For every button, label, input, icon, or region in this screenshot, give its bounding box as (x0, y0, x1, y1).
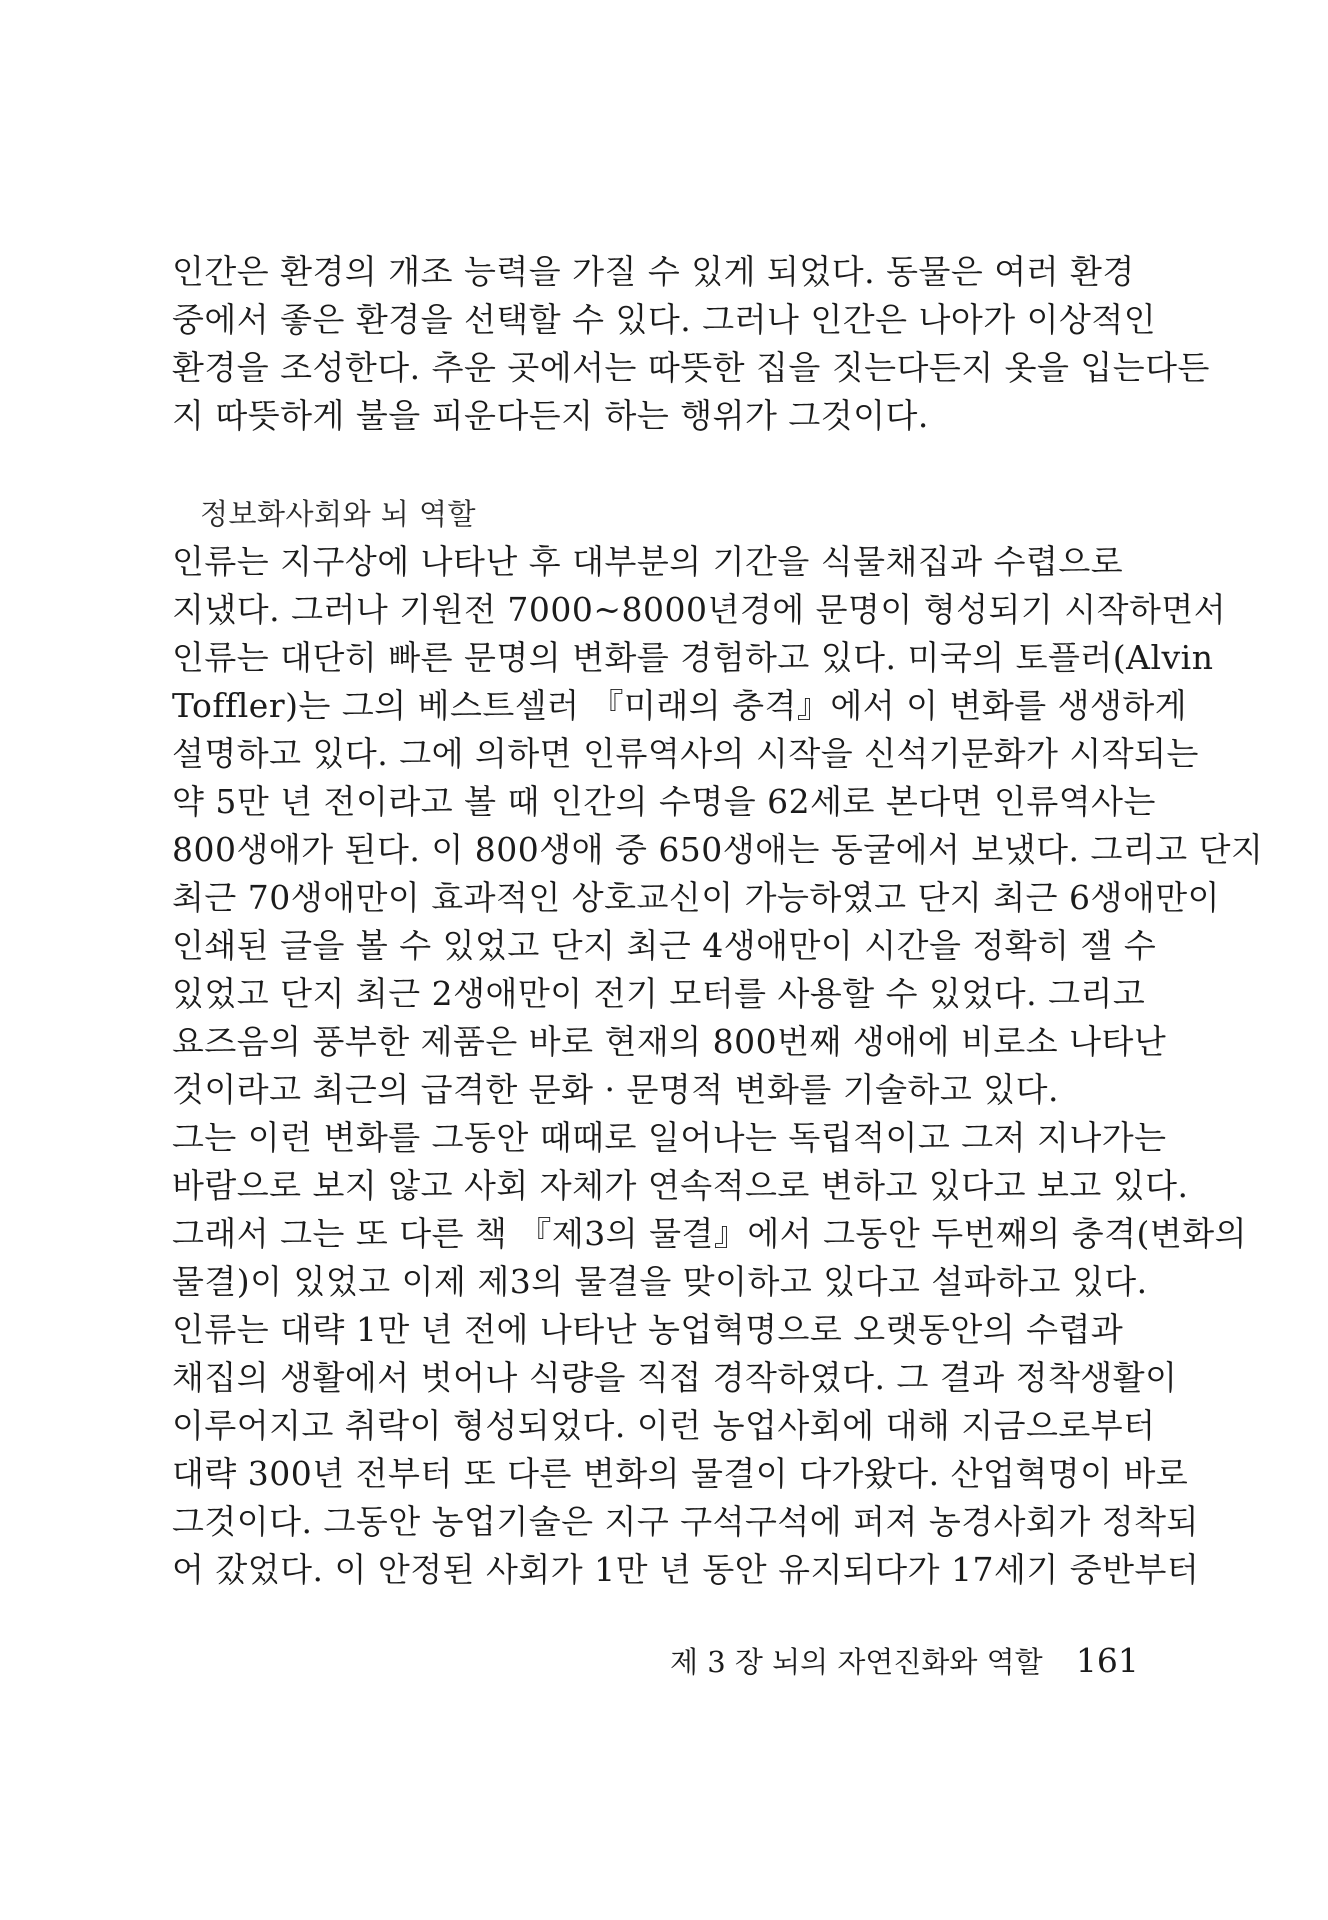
text-line: 지 따뜻하게 불을 피운다든지 하는 행위가 그것이다. (172, 396, 929, 435)
text-line: 인류는 대단히 빠른 문명의 변화를 경험하고 있다. 미국의 토플러(Alvin (172, 638, 1214, 677)
text-line: 약 5만 년 전이라고 볼 때 인간의 수명을 62세로 본다면 인류역사는 (172, 782, 1156, 821)
text-line: 그것이다. 그동안 농업기술은 지구 구석구석에 퍼져 농경사회가 정착되 (172, 1502, 1199, 1541)
section-heading: 정보화사회와 뇌 역할 (200, 497, 477, 531)
text-line: 최근 70생애만이 효과적인 상호교신이 가능하였고 단지 최근 6생애만이 (172, 878, 1220, 917)
text-line: 이루어지고 취락이 형성되었다. 이런 농업사회에 대해 지금으로부터 (172, 1406, 1156, 1445)
text-line: 어 갔었다. 이 안정된 사회가 1만 년 동안 유지되다가 17세기 중반부터 (172, 1550, 1200, 1589)
text-line: 환경을 조성한다. 추운 곳에서는 따뜻한 집을 짓는다든지 옷을 입는다든 (172, 348, 1210, 387)
text-line: 물결)이 있었고 이제 제3의 물결을 맞이하고 있다고 설파하고 있다. (172, 1262, 1148, 1301)
text-line: 그는 이런 변화를 그동안 때때로 일어나는 독립적이고 그저 지나가는 (172, 1118, 1167, 1157)
text-line: 인쇄된 글을 볼 수 있었고 단지 최근 4생애만이 시간을 정확히 잴 수 (172, 926, 1157, 965)
text-line: 대략 300년 전부터 또 다른 변화의 물결이 다가왔다. 산업혁명이 바로 (172, 1454, 1189, 1493)
text-line: 인류는 대략 1만 년 전에 나타난 농업혁명으로 오랫동안의 수렵과 (172, 1310, 1124, 1349)
text-line: 요즈음의 풍부한 제품은 바로 현재의 800번째 생애에 비로소 나타난 (172, 1022, 1167, 1061)
text-line: Toffler)는 그의 베스트셀러 『미래의 충격』에서 이 변화를 생생하게 (172, 686, 1188, 725)
text-line: 중에서 좋은 환경을 선택할 수 있다. 그러나 인간은 나아가 이상적인 (172, 300, 1157, 339)
text-line: 바람으로 보지 않고 사회 자체가 연속적으로 변하고 있다고 보고 있다. (172, 1166, 1189, 1205)
text-line: 인류는 지구상에 나타난 후 대부분의 기간을 식물채집과 수렵으로 (172, 542, 1124, 581)
intro-paragraph (172, 248, 1210, 440)
running-chapter-title: 제 3 장 뇌의 자연진화와 역할 (670, 1645, 1043, 1679)
text-line: 지냈다. 그러나 기원전 7000~8000년경에 문명이 형성되기 시작하면서 (172, 590, 1227, 629)
text-line: 설명하고 있다. 그에 의하면 인류역사의 시작을 신석기문화가 시작되는 (172, 734, 1199, 773)
text-line: 800생애가 된다. 이 800생애 중 650생애는 동굴에서 보냈다. 그리고 단지 (172, 830, 1264, 869)
text-line: 있었고 단지 최근 2생애만이 전기 모터를 사용할 수 있었다. 그리고 (172, 974, 1146, 1013)
text-line: 것이라고 최근의 급격한 문화 · 문명적 변화를 기술하고 있다. (172, 1070, 1059, 1109)
text-line: 인간은 환경의 개조 능력을 가질 수 있게 되었다. 동물은 여러 환경 (172, 252, 1135, 291)
page-number: 161 (1075, 1641, 1139, 1680)
page-footer (670, 1640, 1139, 1681)
body-text (172, 538, 1264, 1594)
text-line: 그래서 그는 또 다른 책 『제3의 물결』에서 그동안 두번째의 충격(변화의 (172, 1214, 1247, 1253)
text-line: 채집의 생활에서 벗어나 식량을 직접 경작하였다. 그 결과 정착생활이 (172, 1358, 1178, 1397)
